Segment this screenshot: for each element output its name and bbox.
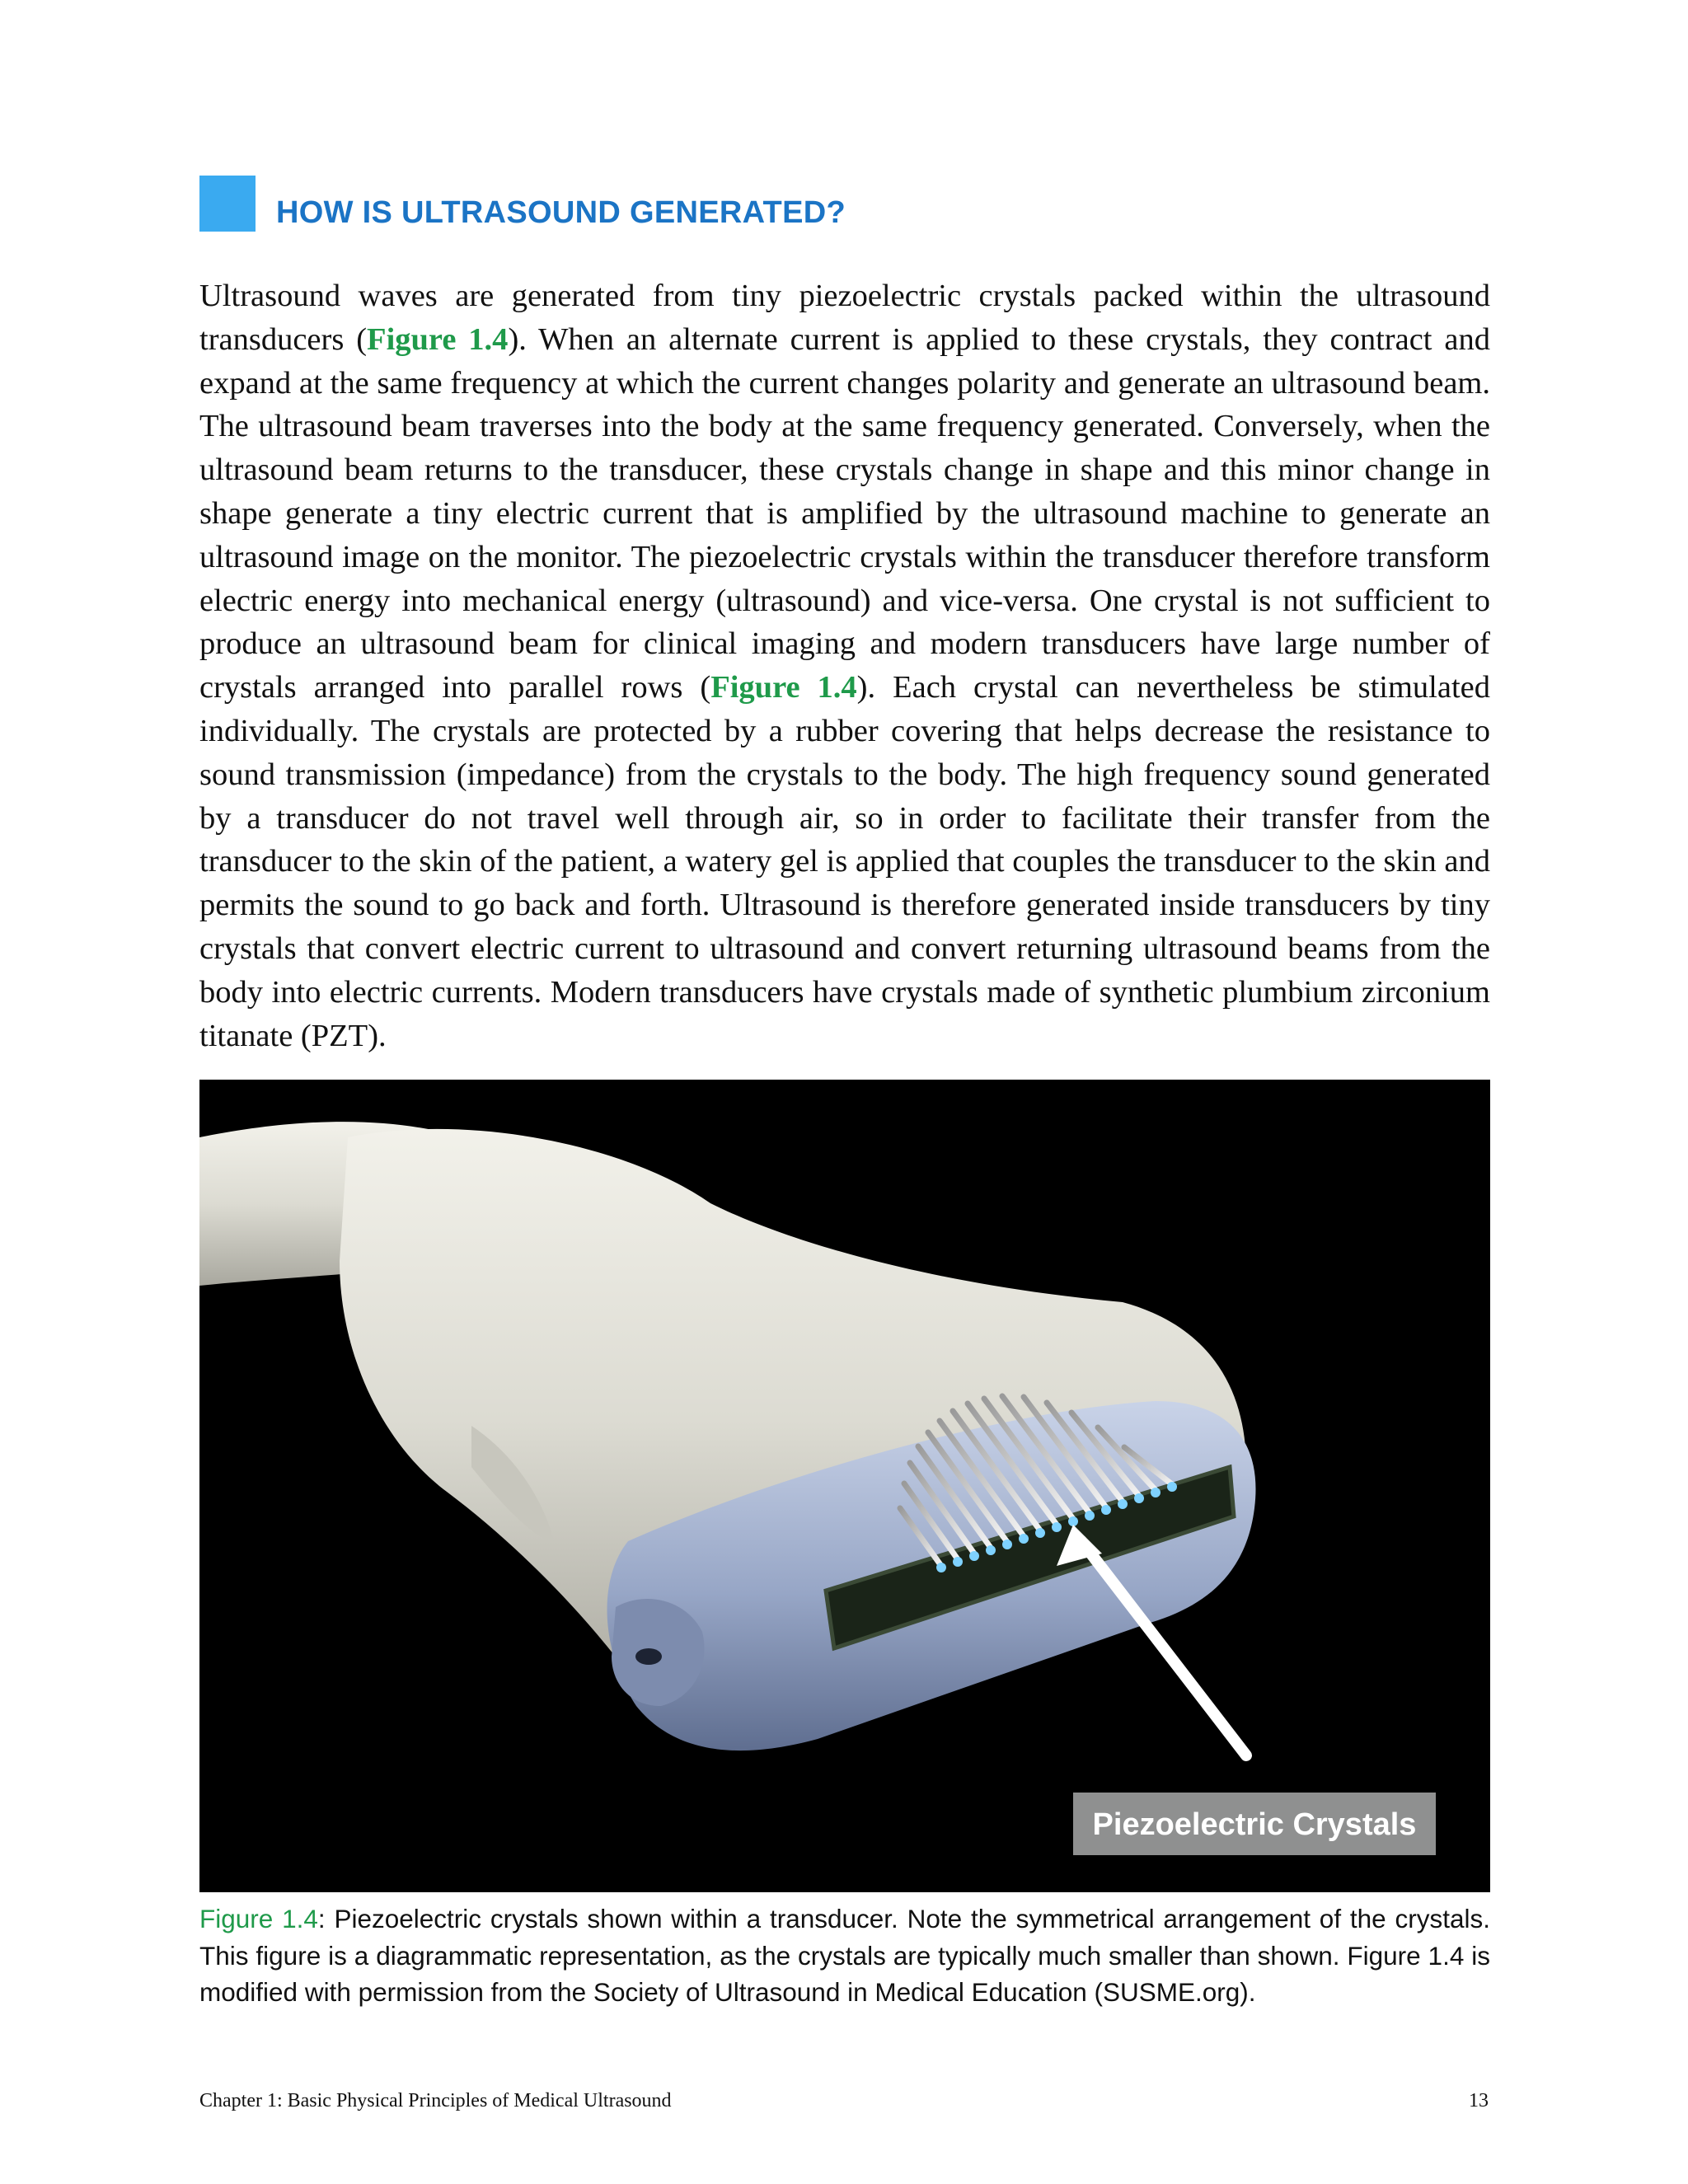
figure-caption-text: Piezoelectric crystals shown within a transducer. Note the symmetrical arrangement of the crystals. This figure is a diagrammatic representation, as the crystals are typically much smaller than shown. Figure 1.4 is modified with permission from the Society of Ultrasound in Medical Education (SUSME.org). — [199, 1904, 1490, 2007]
overlay-label: Piezoelectric Crystals — [1092, 1807, 1417, 1842]
body-text-part-2: ). When an alternate current is applied to these crystals, they contract and expand at the same frequency at which the current changes polarity and generate an ultrasound beam. The ultrasound beam traverses into the body at the same frequency generated. Conversely, when the ultrasound beam returns to the transducer, these crystals change in shape and this minor change in shape generate a tiny electric current that is amplified by the ultrasound machine to generate an ultrasound image on the monitor. The piezoelectric crystals within the transducer therefore transform electric energy into mechanical energy (ultrasound) and vice-versa. One crystal is not sufficient to produce an ultrasound beam for clinical imaging and modern transducers have large number of crystals arranged into parallel rows ( — [199, 321, 1490, 705]
body-text-part-1: Ultrasound waves are generated from tiny piezoelectric crystals packed within the ultrasound transducers ( — [199, 279, 1490, 357]
transducer-illustration — [199, 1080, 1490, 1892]
footer-page-number: 13 — [1469, 2090, 1489, 2111]
footer-chapter-title: Chapter 1: Basic Physical Principles of Medical Ultrasound — [199, 2090, 672, 2111]
body-paragraph — [199, 274, 1490, 1057]
figure-caption — [199, 1900, 1490, 2011]
section-heading: HOW IS ULTRASOUND GENERATED? — [276, 195, 846, 230]
figure-transducer-image — [199, 1080, 1490, 1892]
figure-caption-separator: : — [317, 1904, 326, 1933]
section-heading-marker — [199, 176, 256, 232]
figure-reference-link[interactable]: Figure 1.4 — [710, 670, 857, 705]
body-text-part-3: ). Each crystal can nevertheless be stimulated individually. The crystals are protected by a rubber covering that helps decrease the resistance to sound transmission (impedance) from the crystals to the body. The high frequency sound generated by a transducer do not travel well through air, so in order to facilitate their transfer from the transducer to the skin of the patient, a watery gel is applied that couples the transducer to the skin and permits the sound to go back and forth. Ultrasound is therefore generated inside transducers by tiny crystals that convert electric current to ultrasound and convert returning ultrasound beams from the body into electric currents. Modern transducers have crystals made of synthetic plumbium zirconium titanate (PZT). — [199, 670, 1491, 1053]
figure-reference-link[interactable]: Figure 1.4 — [367, 321, 509, 357]
figure-caption-label: Figure 1.4 — [199, 1904, 318, 1933]
